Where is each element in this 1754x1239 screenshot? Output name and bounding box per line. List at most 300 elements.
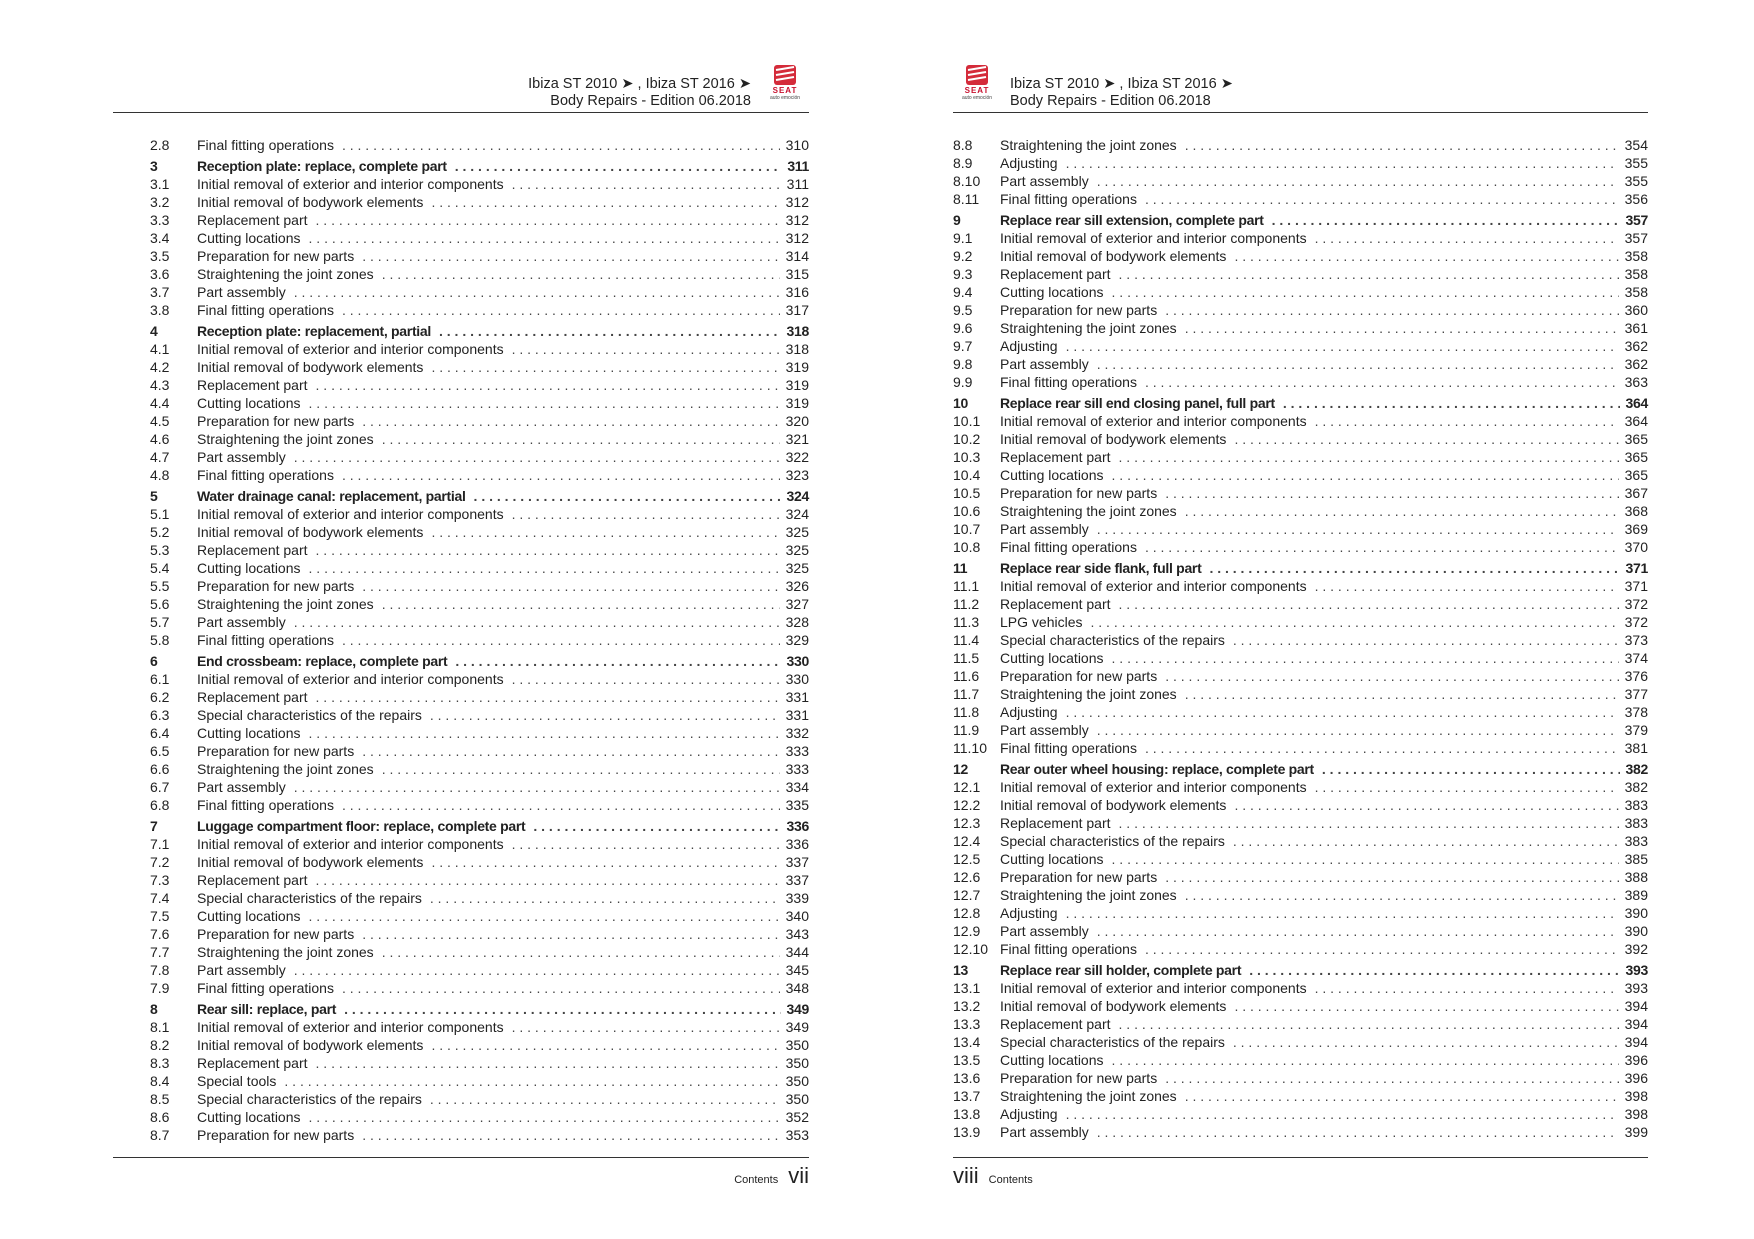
leader-dots <box>316 871 780 889</box>
toc-entry-title: Straightening the joint zones <box>1000 503 1177 519</box>
toc-entry[interactable] <box>113 193 809 211</box>
toc-entry[interactable] <box>953 1123 1648 1141</box>
toc-entry[interactable] <box>953 136 1648 154</box>
toc-chapter-entry[interactable] <box>113 487 809 505</box>
toc-entry-number: 10.5 <box>953 485 981 501</box>
toc-entry[interactable] <box>953 484 1648 502</box>
toc-entry-number: 8.7 <box>150 1127 170 1143</box>
toc-entry-number: 6.7 <box>150 779 170 795</box>
toc-entry[interactable] <box>113 706 809 724</box>
toc-entry[interactable] <box>953 373 1648 391</box>
toc-entry-page: 358 <box>1624 248 1648 264</box>
leader-dots <box>1283 394 1620 412</box>
toc-entry[interactable] <box>113 778 809 796</box>
toc-entry-page: 322 <box>785 449 809 465</box>
toc-entry-title: Preparation for new parts <box>1000 869 1158 885</box>
toc-entry-page: 389 <box>1624 887 1648 903</box>
leader-dots <box>382 430 780 448</box>
toc-entry-number: 4.5 <box>150 413 170 429</box>
toc-entry[interactable] <box>953 448 1648 466</box>
toc-chapter-entry[interactable] <box>113 652 809 670</box>
toc-entry-title: Part assembly <box>1000 356 1089 372</box>
toc-entry-title: Cutting locations <box>1000 284 1104 300</box>
toc-entry-title: Replace rear sill extension, complete part <box>1000 212 1264 228</box>
toc-entry[interactable] <box>953 1105 1648 1123</box>
toc-entry-number: 6.1 <box>150 671 170 687</box>
leader-dots <box>1234 430 1618 448</box>
toc-entry-title: Adjusting <box>1000 1106 1058 1122</box>
toc-entry[interactable] <box>953 1069 1648 1087</box>
toc-chapter-entry[interactable] <box>953 760 1648 778</box>
leader-dots <box>1112 283 1619 301</box>
toc-entry-page: 396 <box>1624 1070 1648 1086</box>
toc-entry-title: Special characteristics of the repairs <box>1000 632 1225 648</box>
toc-entry-title: Part assembly <box>197 962 286 978</box>
leader-dots <box>316 211 780 229</box>
toc-chapter-entry[interactable] <box>953 961 1648 979</box>
toc-entry-title: Initial removal of exterior and interior components <box>197 671 504 687</box>
toc-entry-number: 2.8 <box>150 137 170 153</box>
toc-entry[interactable] <box>113 835 809 853</box>
toc-entry[interactable] <box>113 631 809 649</box>
toc-entry[interactable] <box>953 595 1648 613</box>
toc-entry-number: 12 <box>953 761 968 777</box>
toc-entry-number: 6 <box>150 653 158 669</box>
toc-entry[interactable] <box>953 940 1648 958</box>
toc-entry[interactable] <box>113 523 809 541</box>
toc-entry-number: 11.6 <box>953 668 980 684</box>
toc-chapter-entry[interactable] <box>953 211 1648 229</box>
toc-entry[interactable] <box>953 997 1648 1015</box>
toc-entry-number: 3.7 <box>150 284 170 300</box>
toc-entry-page: 372 <box>1624 614 1648 630</box>
toc-entry-page: 327 <box>785 596 809 612</box>
toc-entry[interactable] <box>953 538 1648 556</box>
toc-entry-page: 333 <box>785 743 809 759</box>
toc-entry[interactable] <box>953 430 1648 448</box>
logo-tagline: auto emoción <box>769 95 801 101</box>
toc-entry-page: 365 <box>1624 449 1648 465</box>
toc-entry-title: Cutting locations <box>197 395 301 411</box>
toc-entry-number: 6.8 <box>150 797 170 813</box>
toc-entry-page: 335 <box>785 797 809 813</box>
toc-entry-title: Preparation for new parts <box>197 926 355 942</box>
leader-dots <box>1315 577 1619 595</box>
toc-entry-page: 318 <box>785 341 809 357</box>
toc-entry[interactable] <box>953 265 1648 283</box>
leader-dots <box>1112 466 1619 484</box>
toc-entry-title: Final fitting operations <box>197 467 334 483</box>
toc-entry-title: Preparation for new parts <box>197 248 355 264</box>
toc-entry-number: 12.1 <box>953 779 981 795</box>
toc-entry[interactable] <box>113 340 809 358</box>
toc-chapter-entry[interactable] <box>113 817 809 835</box>
toc-entry-page: 393 <box>1624 980 1648 996</box>
leader-dots <box>512 175 781 193</box>
toc-entry-number: 3 <box>150 158 158 174</box>
toc-entry[interactable] <box>953 832 1648 850</box>
toc-entry-page: 385 <box>1624 851 1648 867</box>
leader-dots <box>362 742 779 760</box>
toc-entry[interactable] <box>113 1018 809 1036</box>
toc-entry-page: 371 <box>1625 560 1648 576</box>
toc-entry[interactable] <box>113 412 809 430</box>
toc-entry-title: Replacement part <box>1000 449 1111 465</box>
toc-entry-title: Adjusting <box>1000 905 1058 921</box>
toc-entry[interactable] <box>953 631 1648 649</box>
leader-dots <box>1112 1051 1619 1069</box>
leader-dots <box>309 559 780 577</box>
toc-entry-title: Final fitting operations <box>1000 374 1137 390</box>
toc-entry-page: 358 <box>1624 284 1648 300</box>
toc-entry-number: 5.5 <box>150 578 170 594</box>
toc-entry-number: 9.9 <box>953 374 973 390</box>
toc-entry-page: 368 <box>1624 503 1648 519</box>
leader-dots <box>362 247 779 265</box>
toc-entry-title: Final fitting operations <box>197 797 334 813</box>
toc-entry[interactable] <box>113 247 809 265</box>
leader-dots <box>1145 940 1619 958</box>
leader-dots <box>309 394 780 412</box>
toc-chapter-entry[interactable] <box>953 394 1648 412</box>
toc-entry-title: Replacement part <box>197 542 308 558</box>
toc-entry[interactable] <box>113 1126 809 1144</box>
toc-entry-title: Initial removal of exterior and interior components <box>1000 779 1307 795</box>
toc-entry-number: 13.1 <box>953 980 981 996</box>
toc-entry-page: 333 <box>785 761 809 777</box>
page-number: vii <box>788 1163 809 1188</box>
toc-entry-number: 13.6 <box>953 1070 981 1086</box>
toc-entry-number: 8.4 <box>150 1073 170 1089</box>
toc-entry[interactable] <box>953 868 1648 886</box>
toc-entry-number: 4.4 <box>150 395 170 411</box>
toc-entry-page: 344 <box>785 944 809 960</box>
toc-entry-title: Part assembly <box>1000 1124 1089 1140</box>
toc-entry-number: 5.1 <box>150 506 170 522</box>
toc-entry-number: 7.6 <box>150 926 170 942</box>
toc-entry[interactable] <box>113 394 809 412</box>
leader-dots <box>1165 1069 1618 1087</box>
toc-entry[interactable] <box>113 1036 809 1054</box>
toc-entry-number: 6.4 <box>150 725 170 741</box>
seat-logo-icon <box>965 64 989 86</box>
toc-entry[interactable] <box>113 724 809 742</box>
toc-entry-number: 9.1 <box>953 230 973 246</box>
toc-entry[interactable] <box>113 979 809 997</box>
toc-entry[interactable] <box>953 1015 1648 1033</box>
toc-entry[interactable] <box>953 283 1648 301</box>
toc-entry-title: Initial removal of bodywork elements <box>1000 797 1227 813</box>
toc-entry-page: 316 <box>785 284 809 300</box>
toc-entry[interactable] <box>953 154 1648 172</box>
toc-entry-number: 11.7 <box>953 686 980 702</box>
toc-entry[interactable] <box>953 190 1648 208</box>
leader-dots <box>1119 1015 1619 1033</box>
toc-entry-title: Straightening the joint zones <box>1000 320 1177 336</box>
toc-entry[interactable] <box>953 412 1648 430</box>
toc-entry-title: Replacement part <box>197 689 308 705</box>
toc-entry-title: LPG vehicles <box>1000 614 1083 630</box>
toc-entry-number: 6.2 <box>150 689 170 705</box>
toc-entry[interactable] <box>113 742 809 760</box>
leader-dots <box>1119 814 1619 832</box>
toc-entry[interactable] <box>953 979 1648 997</box>
toc-entry-title: Initial removal of bodywork elements <box>1000 248 1227 264</box>
toc-entry[interactable] <box>953 922 1648 940</box>
toc-entry-number: 11 <box>953 560 968 576</box>
toc-entry[interactable] <box>113 577 809 595</box>
toc-entry-number: 3.5 <box>150 248 170 264</box>
leader-dots <box>294 961 780 979</box>
toc-entry[interactable] <box>113 961 809 979</box>
toc-entry-number: 9.8 <box>953 356 973 372</box>
toc-entry[interactable] <box>113 1054 809 1072</box>
leader-dots <box>382 595 780 613</box>
toc-entry-title: Reception plate: replace, complete part <box>197 158 447 174</box>
toc-entry-title: Final fitting operations <box>197 980 334 996</box>
leader-dots <box>362 412 779 430</box>
toc-entry-page: 388 <box>1624 869 1648 885</box>
leader-dots <box>362 577 779 595</box>
toc-entry-number: 5.4 <box>150 560 170 576</box>
toc-entry-page: 355 <box>1624 155 1648 171</box>
toc-entry-page: 337 <box>785 854 809 870</box>
toc-entry-page: 367 <box>1624 485 1648 501</box>
toc-entry-page: 392 <box>1624 941 1648 957</box>
toc-entry[interactable] <box>953 1033 1648 1051</box>
leader-dots <box>1165 484 1618 502</box>
toc-chapter-entry[interactable] <box>113 157 809 175</box>
leader-dots <box>342 631 780 649</box>
toc-entry-page: 364 <box>1625 395 1648 411</box>
toc-entry[interactable] <box>113 466 809 484</box>
toc-entry[interactable] <box>113 505 809 523</box>
toc-entry-number: 5 <box>150 488 158 504</box>
toc-entry[interactable] <box>953 739 1648 757</box>
toc-entry-number: 13.3 <box>953 1016 981 1032</box>
toc-entry-title: Initial removal of exterior and interior components <box>197 176 504 192</box>
toc-chapter-entry[interactable] <box>113 1000 809 1018</box>
toc-entry-title: Straightening the joint zones <box>1000 137 1177 153</box>
toc-entry[interactable] <box>113 136 809 154</box>
seat-logo <box>953 64 1001 101</box>
toc-entry[interactable] <box>113 1108 809 1126</box>
toc-entry-number: 13.7 <box>953 1088 981 1104</box>
toc-entry[interactable] <box>113 559 809 577</box>
toc-entry-title: Preparation for new parts <box>1000 302 1158 318</box>
header-edition: Body Repairs - Edition 06.2018 <box>1010 93 1211 109</box>
toc-entry-number: 10.6 <box>953 503 981 519</box>
toc-entry[interactable] <box>953 502 1648 520</box>
toc-entry[interactable] <box>953 886 1648 904</box>
toc-entry-number: 4.6 <box>150 431 170 447</box>
toc-entry-title: Replacement part <box>197 377 308 393</box>
toc-entry-page: 325 <box>785 542 809 558</box>
toc-chapter-entry[interactable] <box>953 559 1648 577</box>
toc-entry[interactable] <box>113 670 809 688</box>
leader-dots <box>1066 904 1619 922</box>
leader-dots <box>512 1018 780 1036</box>
toc-entry-number: 7.4 <box>150 890 170 906</box>
leader-dots <box>1234 247 1618 265</box>
leader-dots <box>284 1072 779 1090</box>
toc-entry[interactable] <box>113 376 809 394</box>
toc-entry[interactable] <box>953 1087 1648 1105</box>
toc-entry-title: Initial removal of exterior and interior components <box>197 1019 504 1035</box>
toc-entry-page: 325 <box>785 560 809 576</box>
toc-entry-page: 356 <box>1624 191 1648 207</box>
toc-entry[interactable] <box>953 904 1648 922</box>
toc-entry-title: Replace rear sill holder, complete part <box>1000 962 1242 978</box>
toc-entry[interactable] <box>953 337 1648 355</box>
toc-entry[interactable] <box>113 871 809 889</box>
toc-entry[interactable] <box>953 355 1648 373</box>
toc-entry-title: Part assembly <box>197 614 286 630</box>
toc-entry-page: 383 <box>1624 797 1648 813</box>
left-page <box>113 0 809 1239</box>
leader-dots <box>1112 649 1619 667</box>
toc-entry-number: 7.3 <box>150 872 170 888</box>
toc-entry-page: 348 <box>785 980 809 996</box>
toc-entry[interactable] <box>953 850 1648 868</box>
toc-entry[interactable] <box>953 577 1648 595</box>
toc-entry-number: 8.9 <box>953 155 973 171</box>
toc-entry[interactable] <box>113 943 809 961</box>
toc-entry[interactable] <box>953 229 1648 247</box>
toc-entry-title: Initial removal of bodywork elements <box>197 359 424 375</box>
toc-entry[interactable] <box>953 796 1648 814</box>
toc-entry[interactable] <box>113 541 809 559</box>
toc-entry[interactable] <box>953 1051 1648 1069</box>
toc-entry[interactable] <box>113 229 809 247</box>
toc-entry-number: 7.1 <box>150 836 170 852</box>
toc-entry[interactable] <box>953 301 1648 319</box>
toc-entry[interactable] <box>113 853 809 871</box>
toc-entry-number: 8.6 <box>150 1109 170 1125</box>
leader-dots <box>455 157 782 175</box>
toc-entry[interactable] <box>953 721 1648 739</box>
toc-entry-page: 361 <box>1624 320 1648 336</box>
leader-dots <box>1185 136 1619 154</box>
toc-entry-page: 325 <box>785 524 809 540</box>
toc-entry-page: 331 <box>785 707 809 723</box>
toc-entry[interactable] <box>113 448 809 466</box>
toc-entry-page: 382 <box>1625 761 1648 777</box>
toc-entry[interactable] <box>113 889 809 907</box>
leader-dots <box>294 613 780 631</box>
toc-entry-number: 6.3 <box>150 707 170 723</box>
toc-entry[interactable] <box>113 613 809 631</box>
toc-entry-page: 396 <box>1624 1052 1648 1068</box>
toc-entry-number: 11.9 <box>953 722 980 738</box>
toc-entry-page: 394 <box>1624 1034 1648 1050</box>
toc-chapter-entry[interactable] <box>113 322 809 340</box>
toc-entry-title: Adjusting <box>1000 704 1058 720</box>
leader-dots <box>1185 685 1619 703</box>
toc-entry-page: 314 <box>785 248 809 264</box>
leader-dots <box>1119 595 1619 613</box>
toc-entry-number: 5.8 <box>150 632 170 648</box>
toc-entry-number: 8.10 <box>953 173 981 189</box>
toc-entry[interactable] <box>953 319 1648 337</box>
leader-dots <box>309 229 780 247</box>
toc-entry[interactable] <box>113 265 809 283</box>
toc-entry-page: 358 <box>1624 266 1648 282</box>
toc-entry-title: Special characteristics of the repairs <box>197 707 422 723</box>
toc-entry-page: 323 <box>785 467 809 483</box>
toc-entry[interactable] <box>113 1090 809 1108</box>
toc-entry-page: 326 <box>785 578 809 594</box>
toc-entry[interactable] <box>953 247 1648 265</box>
toc-entry-number: 13 <box>953 962 968 978</box>
toc-entry-page: 352 <box>785 1109 809 1125</box>
leader-dots <box>344 1000 780 1018</box>
toc-entry-title: Initial removal of bodywork elements <box>197 524 424 540</box>
toc-entry-number: 8.2 <box>150 1037 170 1053</box>
toc-entry[interactable] <box>113 358 809 376</box>
toc-entry[interactable] <box>953 613 1648 631</box>
toc-entry[interactable] <box>113 907 809 925</box>
toc-entry[interactable] <box>953 520 1648 538</box>
toc-entry[interactable] <box>953 814 1648 832</box>
toc-entry[interactable] <box>953 778 1648 796</box>
toc-entry-title: Cutting locations <box>1000 1052 1104 1068</box>
toc-entry-page: 362 <box>1624 356 1648 372</box>
toc-entry[interactable] <box>113 688 809 706</box>
toc-entry-number: 3.3 <box>150 212 170 228</box>
toc-entry-page: 354 <box>1624 137 1648 153</box>
toc-entry[interactable] <box>953 685 1648 703</box>
toc-entry[interactable] <box>113 283 809 301</box>
toc-entry[interactable] <box>953 172 1648 190</box>
toc-entry[interactable] <box>113 301 809 319</box>
toc-entry[interactable] <box>113 430 809 448</box>
toc-entry-number: 11.2 <box>953 596 980 612</box>
toc-entry[interactable] <box>953 466 1648 484</box>
leader-dots <box>1145 373 1619 391</box>
toc-entry-title: Cutting locations <box>197 908 301 924</box>
toc-entry-page: 343 <box>785 926 809 942</box>
leader-dots <box>533 817 780 835</box>
toc-entry-title: Luggage compartment floor: replace, complete part <box>197 818 526 834</box>
toc-entry-number: 7.8 <box>150 962 170 978</box>
toc-entry[interactable] <box>113 1072 809 1090</box>
toc-entry[interactable] <box>113 796 809 814</box>
toc-entry-title: Cutting locations <box>197 1109 301 1125</box>
toc-entry-title: Preparation for new parts <box>197 743 355 759</box>
leader-dots <box>431 193 779 211</box>
toc-entry[interactable] <box>113 760 809 778</box>
toc-entry[interactable] <box>953 649 1648 667</box>
toc-list <box>113 136 809 1144</box>
toc-entry[interactable] <box>953 667 1648 685</box>
toc-entry[interactable] <box>113 175 809 193</box>
toc-entry-number: 5.3 <box>150 542 170 558</box>
leader-dots <box>1185 502 1619 520</box>
toc-entry[interactable] <box>113 925 809 943</box>
leader-dots <box>342 301 780 319</box>
toc-entry[interactable] <box>953 703 1648 721</box>
toc-entry[interactable] <box>113 595 809 613</box>
leader-dots <box>1315 412 1619 430</box>
toc-entry-number: 4.3 <box>150 377 170 393</box>
toc-entry-title: Final fitting operations <box>1000 740 1137 756</box>
toc-entry-page: 372 <box>1624 596 1648 612</box>
toc-entry[interactable] <box>113 211 809 229</box>
toc-entry-page: 311 <box>787 158 809 174</box>
logo-text: SEAT <box>964 86 990 95</box>
toc-entry-title: Final fitting operations <box>197 632 334 648</box>
